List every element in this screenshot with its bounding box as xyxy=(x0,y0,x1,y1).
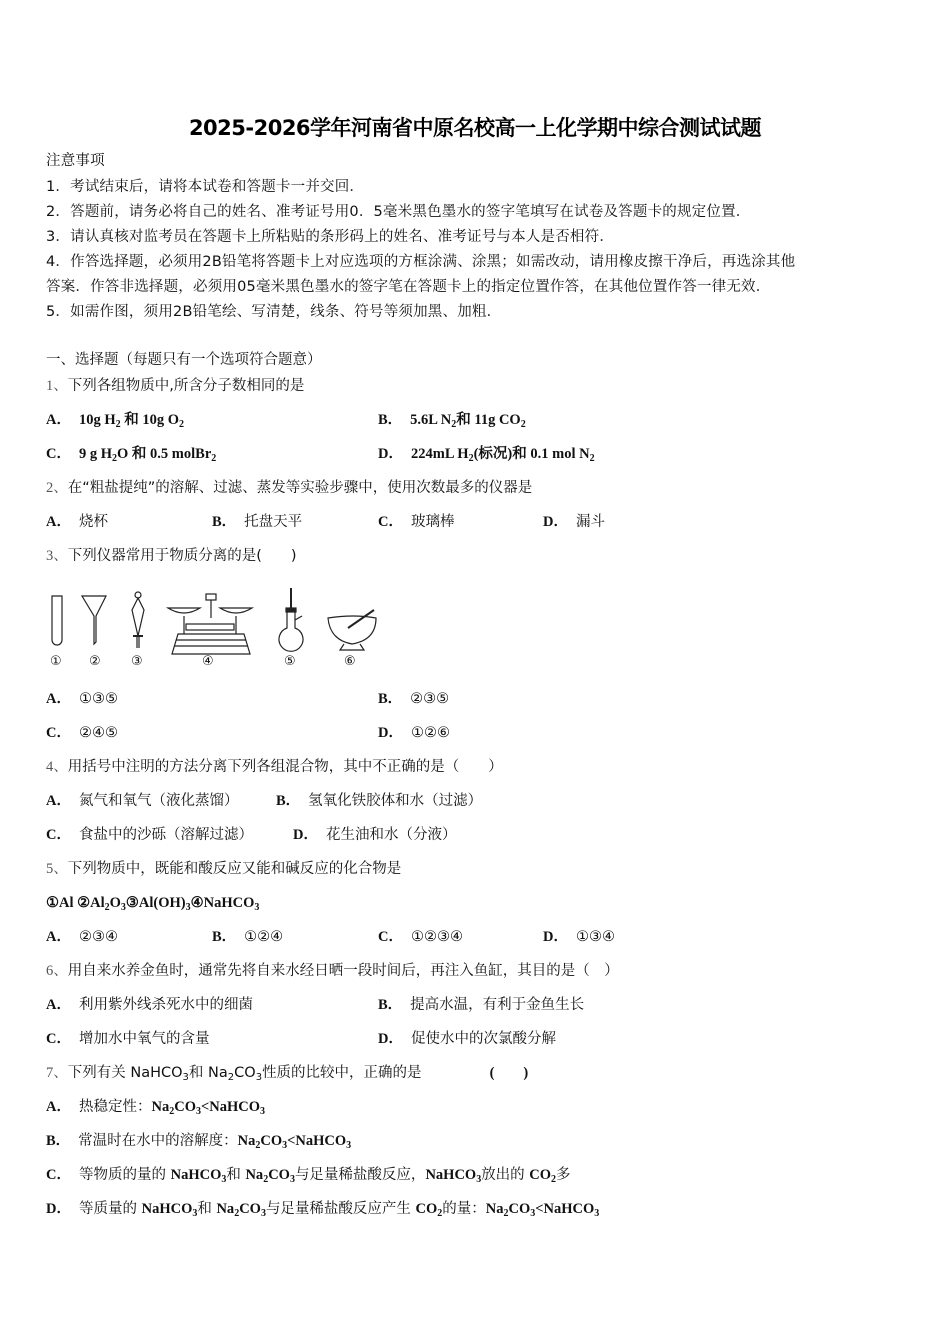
question-6: 6、用自来水养金鱼时，通常先将自来水经日晒一段时间后，再注入鱼缸，其目的是（ ） xyxy=(46,963,619,979)
figure-label: ① xyxy=(50,654,62,669)
option-d[interactable]: D． ①②⑥ xyxy=(378,725,450,741)
question-number: 1、 xyxy=(46,378,68,394)
option-a[interactable]: A． 烧杯 xyxy=(46,514,108,530)
option-d[interactable]: D． 花生油和水（分液） xyxy=(293,827,457,843)
distillation-flask-icon xyxy=(279,588,303,651)
notice-item: 2．答题前，请务必将自己的姓名、准考证号用0．5毫米黑色墨水的签字笔填写在试卷及答题卡的规定位置． xyxy=(46,204,751,220)
option-c[interactable]: C． 玻璃棒 xyxy=(378,514,455,530)
option-d[interactable]: D． 漏斗 xyxy=(543,514,605,530)
notice-item: 1．考试结束后，请将本试卷和答题卡一并交回． xyxy=(46,179,365,195)
option-c[interactable]: C． 食盐中的沙砾（溶解过滤） xyxy=(46,827,253,843)
question-4: 4、用括号中注明的方法分离下列各组混合物，其中不正确的是（ ） xyxy=(46,759,503,775)
option-b[interactable]: B． 托盘天平 xyxy=(212,514,303,530)
option-b[interactable]: B． ①②④ xyxy=(212,929,284,945)
notice-item: 4．作答选择题，必须用2B铅笔将答题卡上对应选项的方框涂满、涂黑；如需改动，请用橡皮擦干净后，再选涂其他 xyxy=(46,254,796,270)
option-c[interactable]: C． 等物质的量的 NaHCO$_3$和 $Na_2CO_3$与足量稀盐酸反应，NaHCO$_3$放出的 $CO_2$多 xyxy=(46,1167,571,1185)
option-c[interactable]: C． ①②③④ xyxy=(378,929,463,945)
figure-label: ② xyxy=(89,654,101,669)
section-heading: 一、选择题（每题只有一个选项符合题意） xyxy=(46,352,322,368)
notice-item: 答案．作答非选择题，必须用05毫米黑色墨水的签字笔在答题卡上的指定位置作答，在其他位置作答一律无效． xyxy=(46,279,771,295)
option-d[interactable]: D． 促使水中的次氯酸分解 xyxy=(378,1031,556,1047)
option-a[interactable]: A． 10g $H_2$ 和 10g $O_2$ xyxy=(46,412,185,430)
option-b[interactable]: B． 5.6L $N_2$和 11g $CO_2$ xyxy=(378,412,526,430)
option-d[interactable]: D． 224mL $H_2$(标况)和 0.1 mol $N_2$ xyxy=(378,446,595,464)
option-a[interactable]: A． ①③⑤ xyxy=(46,691,118,707)
page-title: 2025-2026学年河南省中原名校高一上化学期中综合测试试题 xyxy=(188,116,762,140)
option-b[interactable]: B． 提高水温，有利于金鱼生长 xyxy=(378,997,585,1013)
notice-heading: 注意事项 xyxy=(46,153,105,169)
option-b[interactable]: B． 常温时在水中的溶解度：$Na_2CO_3<NaHCO_3$ xyxy=(46,1133,352,1151)
question-1 xyxy=(46,376,304,396)
answer-blank: ( ) xyxy=(489,1065,529,1081)
notice-item: 5．如需作图，须用2B铅笔绘、写清楚，线条、符号等须加黑、加粗． xyxy=(46,304,502,320)
option-a[interactable]: A． 热稳定性：$Na_2CO_3<NaHCO_3$ xyxy=(46,1099,265,1117)
option-c[interactable]: C． ②④⑤ xyxy=(46,725,118,741)
balance-icon xyxy=(168,594,252,654)
question-2: 2、在“粗盐提纯”的溶解、过滤、蒸发等实验步骤中，使用次数最多的仪器是 xyxy=(46,480,533,496)
substance-list: ①Al $②Al_2O_3③Al(OH)_3④NaHCO_3$ xyxy=(46,895,260,913)
figure-label: ④ xyxy=(202,654,214,669)
notice-item: 3．请认真核对监考员在答题卡上所粘贴的条形码上的姓名、准考证号与本人是否相符． xyxy=(46,229,615,245)
option-a[interactable]: A． 氮气和氧气（液化蒸馏） xyxy=(46,793,239,809)
option-c[interactable]: C． 9 g $H_2O$ 和 0.5 molBr$_2$ xyxy=(46,446,217,464)
figure-label: ⑥ xyxy=(344,654,356,669)
figure-label: ⑤ xyxy=(284,654,296,669)
mortar-pestle-icon xyxy=(328,610,376,650)
apparatus-figure xyxy=(44,588,384,672)
question-text: 下列各组物质中,所含分子数相同的是 xyxy=(67,378,305,394)
question-5: 5、下列物质中，既能和酸反应又能和碱反应的化合物是 xyxy=(46,861,402,877)
test-tube-icon xyxy=(52,596,62,645)
option-c[interactable]: C． 增加水中氧气的含量 xyxy=(46,1031,210,1047)
option-d[interactable]: D． 等质量的 NaHCO$_3$和 $Na_2CO_3$与足量稀盐酸反应产生 $CO_2$的量：$Na_2CO_3<NaHCO_3$ xyxy=(46,1201,600,1219)
option-a[interactable]: A． 利用紫外线杀死水中的细菌 xyxy=(46,997,253,1013)
option-b[interactable]: B． ②③⑤ xyxy=(378,691,450,707)
option-a[interactable]: A． ②③④ xyxy=(46,929,118,945)
question-7: 7、下列有关 NaHCO$_3$和 $Na_2CO_3$性质的比较中，正确的是 ( ) xyxy=(46,1065,529,1083)
separatory-funnel-icon xyxy=(132,592,144,648)
question-3: 3、下列仪器常用于物质分离的是( ) xyxy=(46,548,297,564)
option-b[interactable]: B． 氢氧化铁胶体和水（过滤） xyxy=(276,793,483,809)
funnel-icon xyxy=(82,596,106,644)
figure-label: ③ xyxy=(131,654,143,669)
option-d[interactable]: D． ①③④ xyxy=(543,929,615,945)
